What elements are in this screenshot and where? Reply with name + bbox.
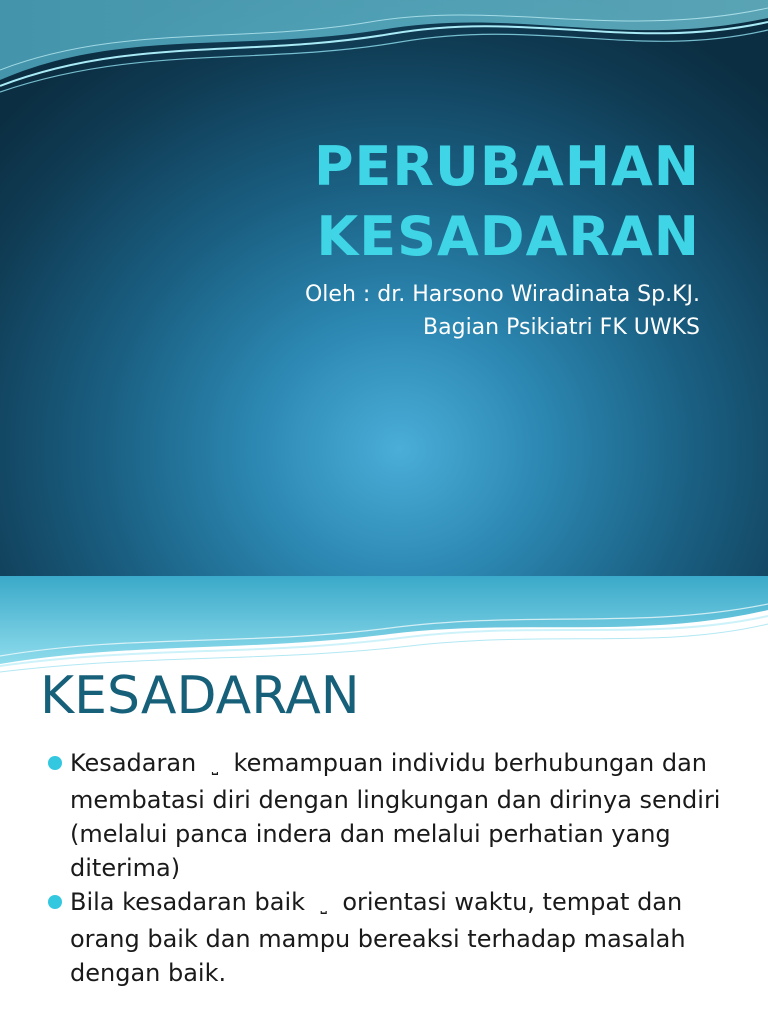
implies-arrow-icon: ⎵ [320, 895, 327, 914]
bullet-text-part1: Kesadaran [70, 749, 197, 777]
content-slide [0, 576, 768, 1024]
bullet-item [46, 885, 736, 990]
bullet-text-part2: kemampuan individu berhubungan dan membatasi diri dengan lingkungan dan dirinya sendiri (melalui panca indera dan melalui perhatian yang diterima) [70, 749, 721, 882]
implies-arrow-icon: ⎵ [211, 756, 219, 775]
wave-decoration [0, 576, 768, 676]
bullet-text-part2: orientasi waktu, tempat dan orang baik dan mampu bereaksi terhadap masalah dengan baik. [70, 888, 686, 987]
bullet-dot-icon [48, 895, 62, 909]
subtitle-line-1: Oleh : dr. Harsono Wiradinata Sp.KJ. [304, 282, 700, 307]
wave-decoration [0, 0, 768, 110]
title-line-1: PERUBAHAN [313, 135, 700, 198]
bullet-item [46, 746, 736, 885]
subtitle-line-2: Bagian Psikiatri FK UWKS [423, 315, 700, 340]
title-line-2: KESADARAN [316, 205, 700, 268]
bullet-text-part1: Bila kesadaran baik [70, 888, 306, 916]
slide-heading: KESADARAN [40, 666, 360, 726]
bullet-dot-icon [48, 756, 62, 770]
slide-title [314, 132, 700, 272]
slide-subtitle [305, 278, 700, 344]
bullet-list [46, 746, 736, 990]
